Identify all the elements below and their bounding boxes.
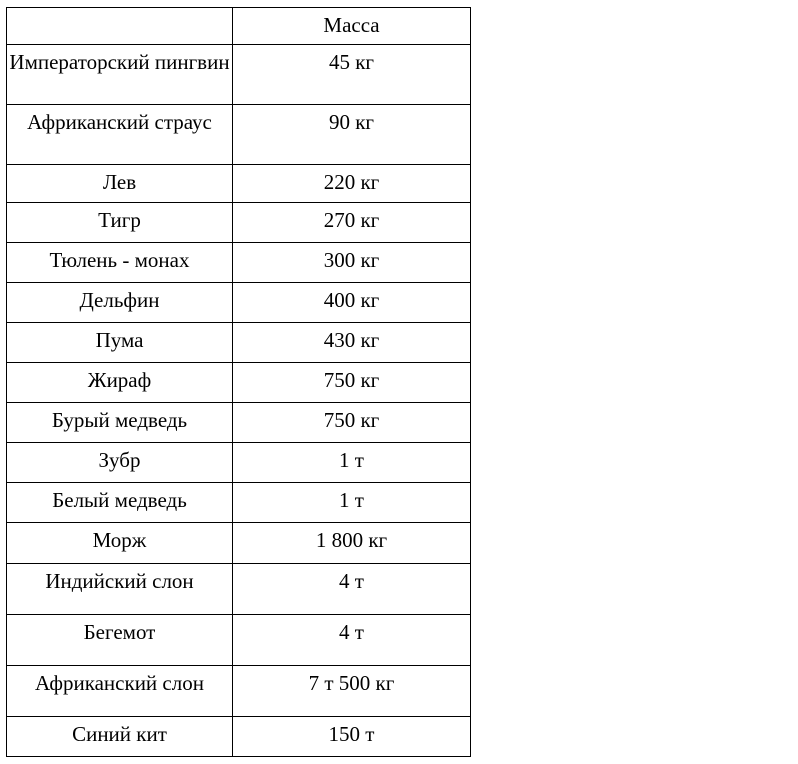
animal-name: Бурый медведь	[51, 408, 188, 432]
table-row	[7, 363, 471, 403]
animal-mass: 4 т	[339, 569, 364, 593]
animal-name: Тюлень - монах	[49, 248, 190, 272]
animal-name: Африканский страус	[27, 110, 212, 134]
animal-cell	[7, 443, 233, 483]
animal-mass: 45 кг	[328, 50, 375, 74]
table-row	[7, 483, 471, 523]
table-row	[7, 283, 471, 323]
table-row	[7, 564, 471, 615]
animal-cell	[7, 105, 233, 165]
header-animal-label	[7, 8, 232, 11]
table-row	[7, 666, 471, 717]
animal-name: Зубр	[98, 448, 141, 472]
animal-name: Индийский слон	[45, 569, 194, 593]
mass-cell	[233, 243, 471, 283]
header-mass-label: Масса	[323, 13, 380, 37]
animal-cell	[7, 203, 233, 243]
mass-cell	[233, 403, 471, 443]
animal-name: Тигр	[98, 208, 141, 232]
animal-name: Пума	[95, 328, 144, 352]
animal-cell	[7, 717, 233, 757]
animal-mass: 270 кг	[323, 208, 380, 232]
animal-cell	[7, 403, 233, 443]
animal-mass-table	[6, 7, 471, 757]
animal-mass: 1 800 кг	[315, 528, 388, 552]
table-row	[7, 105, 471, 165]
table-row	[7, 323, 471, 363]
animal-mass: 300 кг	[323, 248, 380, 272]
animal-cell	[7, 45, 233, 105]
animal-cell	[7, 523, 233, 564]
animal-name: Морж	[92, 528, 147, 552]
animal-cell	[7, 323, 233, 363]
animal-mass: 220 кг	[323, 170, 380, 194]
header-mass-cell	[233, 8, 471, 45]
table-row	[7, 717, 471, 757]
animal-mass: 750 кг	[323, 368, 380, 392]
mass-cell	[233, 717, 471, 757]
mass-cell	[233, 105, 471, 165]
animal-cell	[7, 243, 233, 283]
table-row	[7, 203, 471, 243]
animal-name: Белый медведь	[52, 488, 187, 512]
table-row	[7, 45, 471, 105]
animal-mass: 430 кг	[323, 328, 380, 352]
animal-mass: 7 т 500 кг	[308, 671, 395, 695]
mass-cell	[233, 203, 471, 243]
animal-cell	[7, 615, 233, 666]
animal-mass: 90 кг	[328, 110, 375, 134]
animal-mass: 150 т	[328, 722, 375, 746]
animal-cell	[7, 483, 233, 523]
animal-mass: 4 т	[339, 620, 364, 644]
animal-cell	[7, 564, 233, 615]
table-row	[7, 615, 471, 666]
mass-cell	[233, 165, 471, 203]
mass-cell	[233, 523, 471, 564]
mass-cell	[233, 483, 471, 523]
animal-name: Лев	[102, 170, 137, 194]
table-row	[7, 243, 471, 283]
animal-cell	[7, 165, 233, 203]
table-row	[7, 443, 471, 483]
table-header-row	[7, 8, 471, 45]
animal-cell	[7, 283, 233, 323]
animal-name: Синий кит	[72, 722, 167, 746]
table-row	[7, 523, 471, 564]
animal-name: Императорский пингвин	[9, 50, 230, 74]
animal-mass: 1 т	[339, 448, 364, 472]
mass-cell	[233, 363, 471, 403]
animal-name: Бегемот	[83, 620, 156, 644]
animal-mass: 400 кг	[323, 288, 380, 312]
mass-cell	[233, 666, 471, 717]
animal-cell	[7, 666, 233, 717]
table-row	[7, 165, 471, 203]
animal-cell	[7, 363, 233, 403]
mass-cell	[233, 443, 471, 483]
animal-name: Дельфин	[79, 288, 160, 312]
animal-name: Жираф	[87, 368, 152, 392]
header-animal-cell	[7, 8, 233, 45]
animal-mass: 1 т	[339, 488, 364, 512]
mass-cell	[233, 45, 471, 105]
mass-cell	[233, 564, 471, 615]
mass-cell	[233, 323, 471, 363]
animal-mass: 750 кг	[323, 408, 380, 432]
animal-name: Африканский слон	[35, 671, 204, 695]
mass-cell	[233, 615, 471, 666]
table-row	[7, 403, 471, 443]
mass-cell	[233, 283, 471, 323]
